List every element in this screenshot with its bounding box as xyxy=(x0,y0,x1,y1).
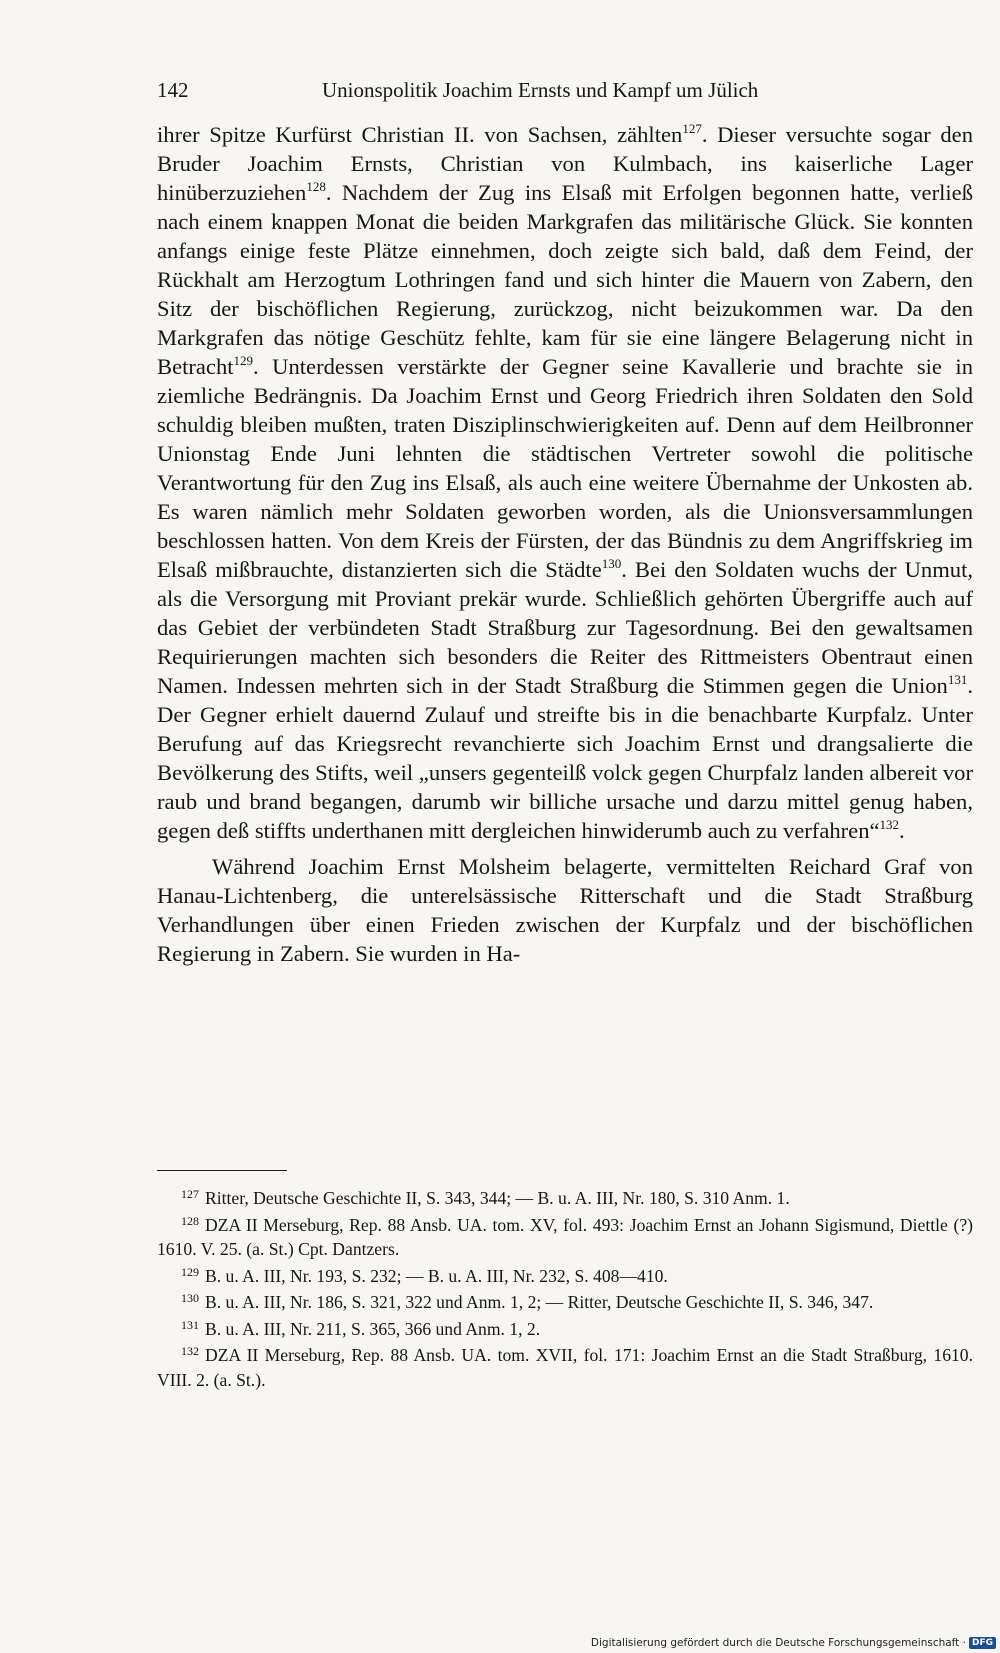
footnote-127 xyxy=(157,1186,973,1211)
text-segment: . xyxy=(899,818,905,843)
footnote-separator xyxy=(157,1170,287,1171)
footnote-number: 127 xyxy=(181,1187,199,1201)
text-segment: . Dieser versuchte sogar den Bruder Joachim Ernsts, Christian von Kulmbach, ins kaiserliche Lager hinüberzuziehen xyxy=(157,122,974,205)
credit-text: Digitalisierung gefördert durch die Deutsche Forschungsgemeinschaft · xyxy=(590,1637,966,1649)
paragraph-1 xyxy=(157,120,973,845)
running-title: Unionspolitik Joachim Ernsts und Kampf um Jülich xyxy=(322,78,759,102)
page-number: 142 xyxy=(157,78,189,102)
footnote-132 xyxy=(157,1343,973,1392)
dfg-logo-icon: DFG xyxy=(969,1637,996,1649)
footnotes xyxy=(157,1186,973,1394)
footnote-number: 132 xyxy=(181,1344,199,1358)
footnote-130 xyxy=(157,1290,973,1315)
footnote-text: DZA II Merseburg, Rep. 88 Ansb. UA. tom. XVII, fol. 171: Joachim Ernst an die Stadt Straßburg, 1610. VIII. 2. (a. St.). xyxy=(157,1345,973,1390)
footnote-131 xyxy=(157,1317,973,1342)
footnote-text: B. u. A. III, Nr. 193, S. 232; — B. u. A. III, Nr. 232, S. 408—410. xyxy=(205,1265,668,1286)
footnote-ref-131[interactable]: 131 xyxy=(947,672,968,687)
text-segment: . Der Gegner erhielt dauernd Zulauf und streifte bis in die benachbarte Kurpfalz. Unter Berufung auf das Kriegsrecht revanchierte sich Joachim Ernst und drangsalierte die Bevölkerung des Stifts, weil „unsers gegenteilß volck gegen Churpfalz landen albereit vor raub und brand begangen, darumb wir billiche ursache und darzu mittel genug haben, gegen deß stiffts underthanen mitt dergleichen hinwiderumb auch zu verfahren“ xyxy=(157,673,973,843)
paragraph-2: Während Joachim Ernst Molsheim belagerte, vermittelten Reichard Graf von Hanau-Lichtenberg, die unterelsässische Ritterschaft und die Stadt Straßburg Verhandlungen über einen Frieden zwischen der Kurpfalz und der bischöflichen Regierung in Zabern. Sie wurden in Ha- xyxy=(157,854,973,966)
footnote-text: Ritter, Deutsche Geschichte II, S. 343, 344; — B. u. A. III, Nr. 180, S. 310 Anm. 1. xyxy=(205,1188,790,1208)
footnote-ref-128[interactable]: 128 xyxy=(306,179,326,194)
footnote-text: DZA II Merseburg, Rep. 88 Ansb. UA. tom. XV, fol. 493: Joachim Ernst an Johann Sigismund, Diettle (?) 1610. V. 25. (a. St.) Cpt. Dantzers. xyxy=(157,1214,973,1259)
text-segment: . Unterdessen verstärkte der Gegner seine Kavallerie und brachte sie in ziemliche Bedrängnis. Da Joachim Ernst und Georg Friedrich ihren Soldaten den Sold schuldig bleiben mußten, traten Disziplinschwierigkeiten auf. Denn auf dem Heilbronner Unionstag Ende Juni lehnten die städtischen Vertreter sowohl die politische Verantwortung für den Zug ins Elsaß, als auch eine weitere Übernahme der Unkosten ab. Es waren nämlich mehr Soldaten geworben worden, als die Unionsversammlungen beschlossen hatten. Von dem Kreis der Fürsten, der das Bündnis zu dem Angriffskrieg im Elsaß mißbrauchte, distanzierten sich die Städte xyxy=(157,354,973,582)
footnote-ref-132[interactable]: 132 xyxy=(879,817,900,832)
footnote-ref-127[interactable]: 127 xyxy=(682,121,702,136)
text-segment: ihrer Spitze Kurfürst Christian II. von Sachsen, zählten xyxy=(157,122,683,147)
footnote-ref-129[interactable]: 129 xyxy=(233,353,254,368)
digitization-credit xyxy=(591,1637,996,1649)
footnote-128 xyxy=(157,1213,973,1262)
footnote-number: 130 xyxy=(181,1291,199,1305)
text-segment: . Nachdem der Zug ins Elsaß mit Erfolgen begonnen hatte, verließ nach einem knappen Monat die beiden Markgrafen das militärische Glück. Sie konnten anfangs einige feste Plätze einnehmen, doch zeigte sich bald, daß dem Feind, der Rückhalt am Herzogtum Lothringen fand und sich hinter die Mauern von Zabern, den Sitz der bischöflichen Regierung, zurückzog, nicht beizukommen war. Da den Markgrafen das nötige Geschütz fehlte, kam für sie eine längere Belagerung nicht in Betracht xyxy=(157,180,973,379)
footnote-text: B. u. A. III, Nr. 186, S. 321, 322 und Anm. 1, 2; — Ritter, Deutsche Geschichte II, S. 346, 347. xyxy=(205,1292,874,1312)
main-text xyxy=(157,120,973,968)
footnote-number: 129 xyxy=(181,1264,199,1279)
footnote-number: 131 xyxy=(181,1317,199,1332)
footnote-ref-130[interactable]: 130 xyxy=(601,556,622,571)
footnote-number: 128 xyxy=(181,1213,199,1228)
text-segment: . Bei den Soldaten wuchs der Unmut, als die Versorgung mit Proviant prekär wurde. Schließlich gehörten Übergriffe auch auf das Gebiet der verbündeten Stadt Straßburg zur Tagesordnung. Bei den gewaltsamen Requirierungen machten sich besonders die Reiter des Rittmeisters Obentraut einen Namen. Indessen mehrten sich in der Stadt Straßburg die Stimmen gegen die Union xyxy=(157,557,974,698)
footnote-text: B. u. A. III, Nr. 211, S. 365, 366 und Anm. 1, 2. xyxy=(205,1318,541,1339)
footnote-129 xyxy=(157,1264,973,1289)
